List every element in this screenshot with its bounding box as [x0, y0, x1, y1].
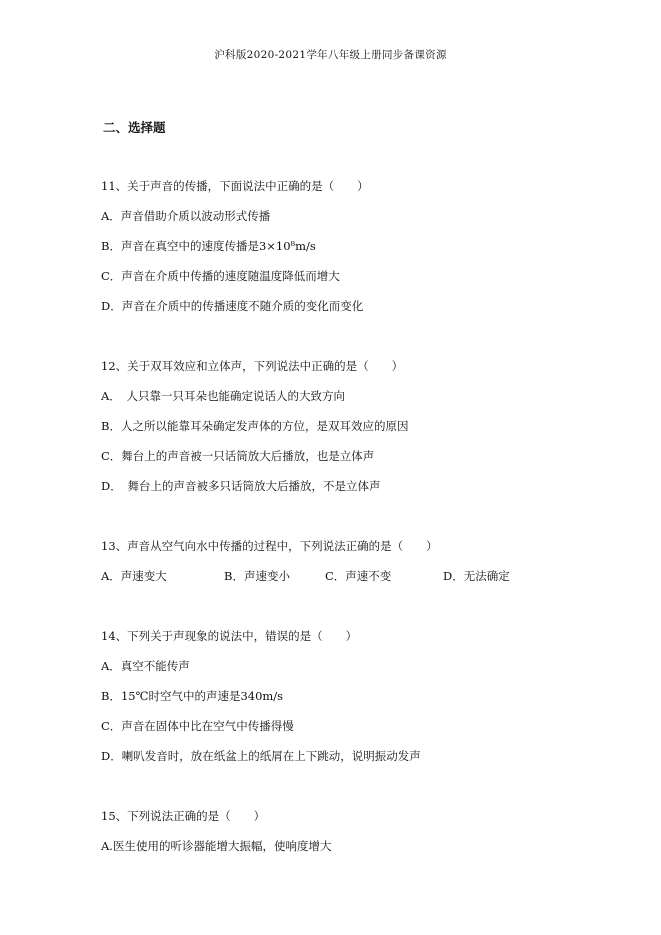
question-13-stem: 13、声音从空气向水中传播的过程中，下列说法正确的是（ ）: [101, 539, 438, 553]
question-14-option-c: C．声音在固体中比在空气中传播得慢: [101, 719, 294, 733]
question-13-option-d: D．无法确定: [443, 569, 510, 583]
question-12-option-c: C．舞台上的声音被一只话筒放大后播放，也是立体声: [101, 449, 375, 463]
question-15-stem: 15、下列说法正确的是（ ）: [101, 809, 266, 823]
question-12-stem: 12、关于双耳效应和立体声，下列说法中正确的是（ ）: [101, 359, 404, 373]
question-11-option-a: A．声音借助介质以波动形式传播: [101, 209, 271, 223]
question-13-option-a: A．声速变大: [101, 569, 167, 583]
question-11-option-b: B．声音在真空中的速度传播是3×10⁸m/s: [101, 239, 316, 253]
question-15-option-a: A.医生使用的听诊器能增大振幅，使响度增大: [101, 839, 332, 853]
question-13-option-b: B．声速变小: [224, 569, 290, 583]
question-12-option-a: A． 人只靠一只耳朵也能确定说话人的大致方向: [101, 389, 346, 403]
question-11-option-d: D．声音在介质中的传播速度不随介质的变化而变化: [101, 299, 364, 313]
section-title: 二、选择题: [103, 120, 166, 135]
question-11-option-c: C．声音在介质中传播的速度随温度降低而增大: [101, 269, 340, 283]
question-11-stem: 11、关于声音的传播，下面说法中正确的是（ ）: [101, 179, 369, 193]
question-13-option-c: C．声速不变: [325, 569, 392, 583]
question-14-option-b: B．15℃时空气中的声速是340m/s: [101, 689, 284, 703]
question-12-option-b: B．人之所以能靠耳朵确定发声体的方位，是双耳效应的原因: [101, 419, 409, 433]
page-header: 沪科版2020-2021学年八年级上册同步备课资源: [214, 49, 447, 61]
question-14-option-d: D．喇叭发音时，放在纸盆上的纸屑在上下跳动，说明振动发声: [101, 749, 421, 763]
question-12-option-d: D． 舞台上的声音被多只话筒放大后播放，不是立体声: [101, 479, 381, 493]
question-14-stem: 14、下列关于声现象的说法中，错误的是（ ）: [101, 629, 358, 643]
question-14-option-a: A．真空不能传声: [101, 659, 190, 673]
